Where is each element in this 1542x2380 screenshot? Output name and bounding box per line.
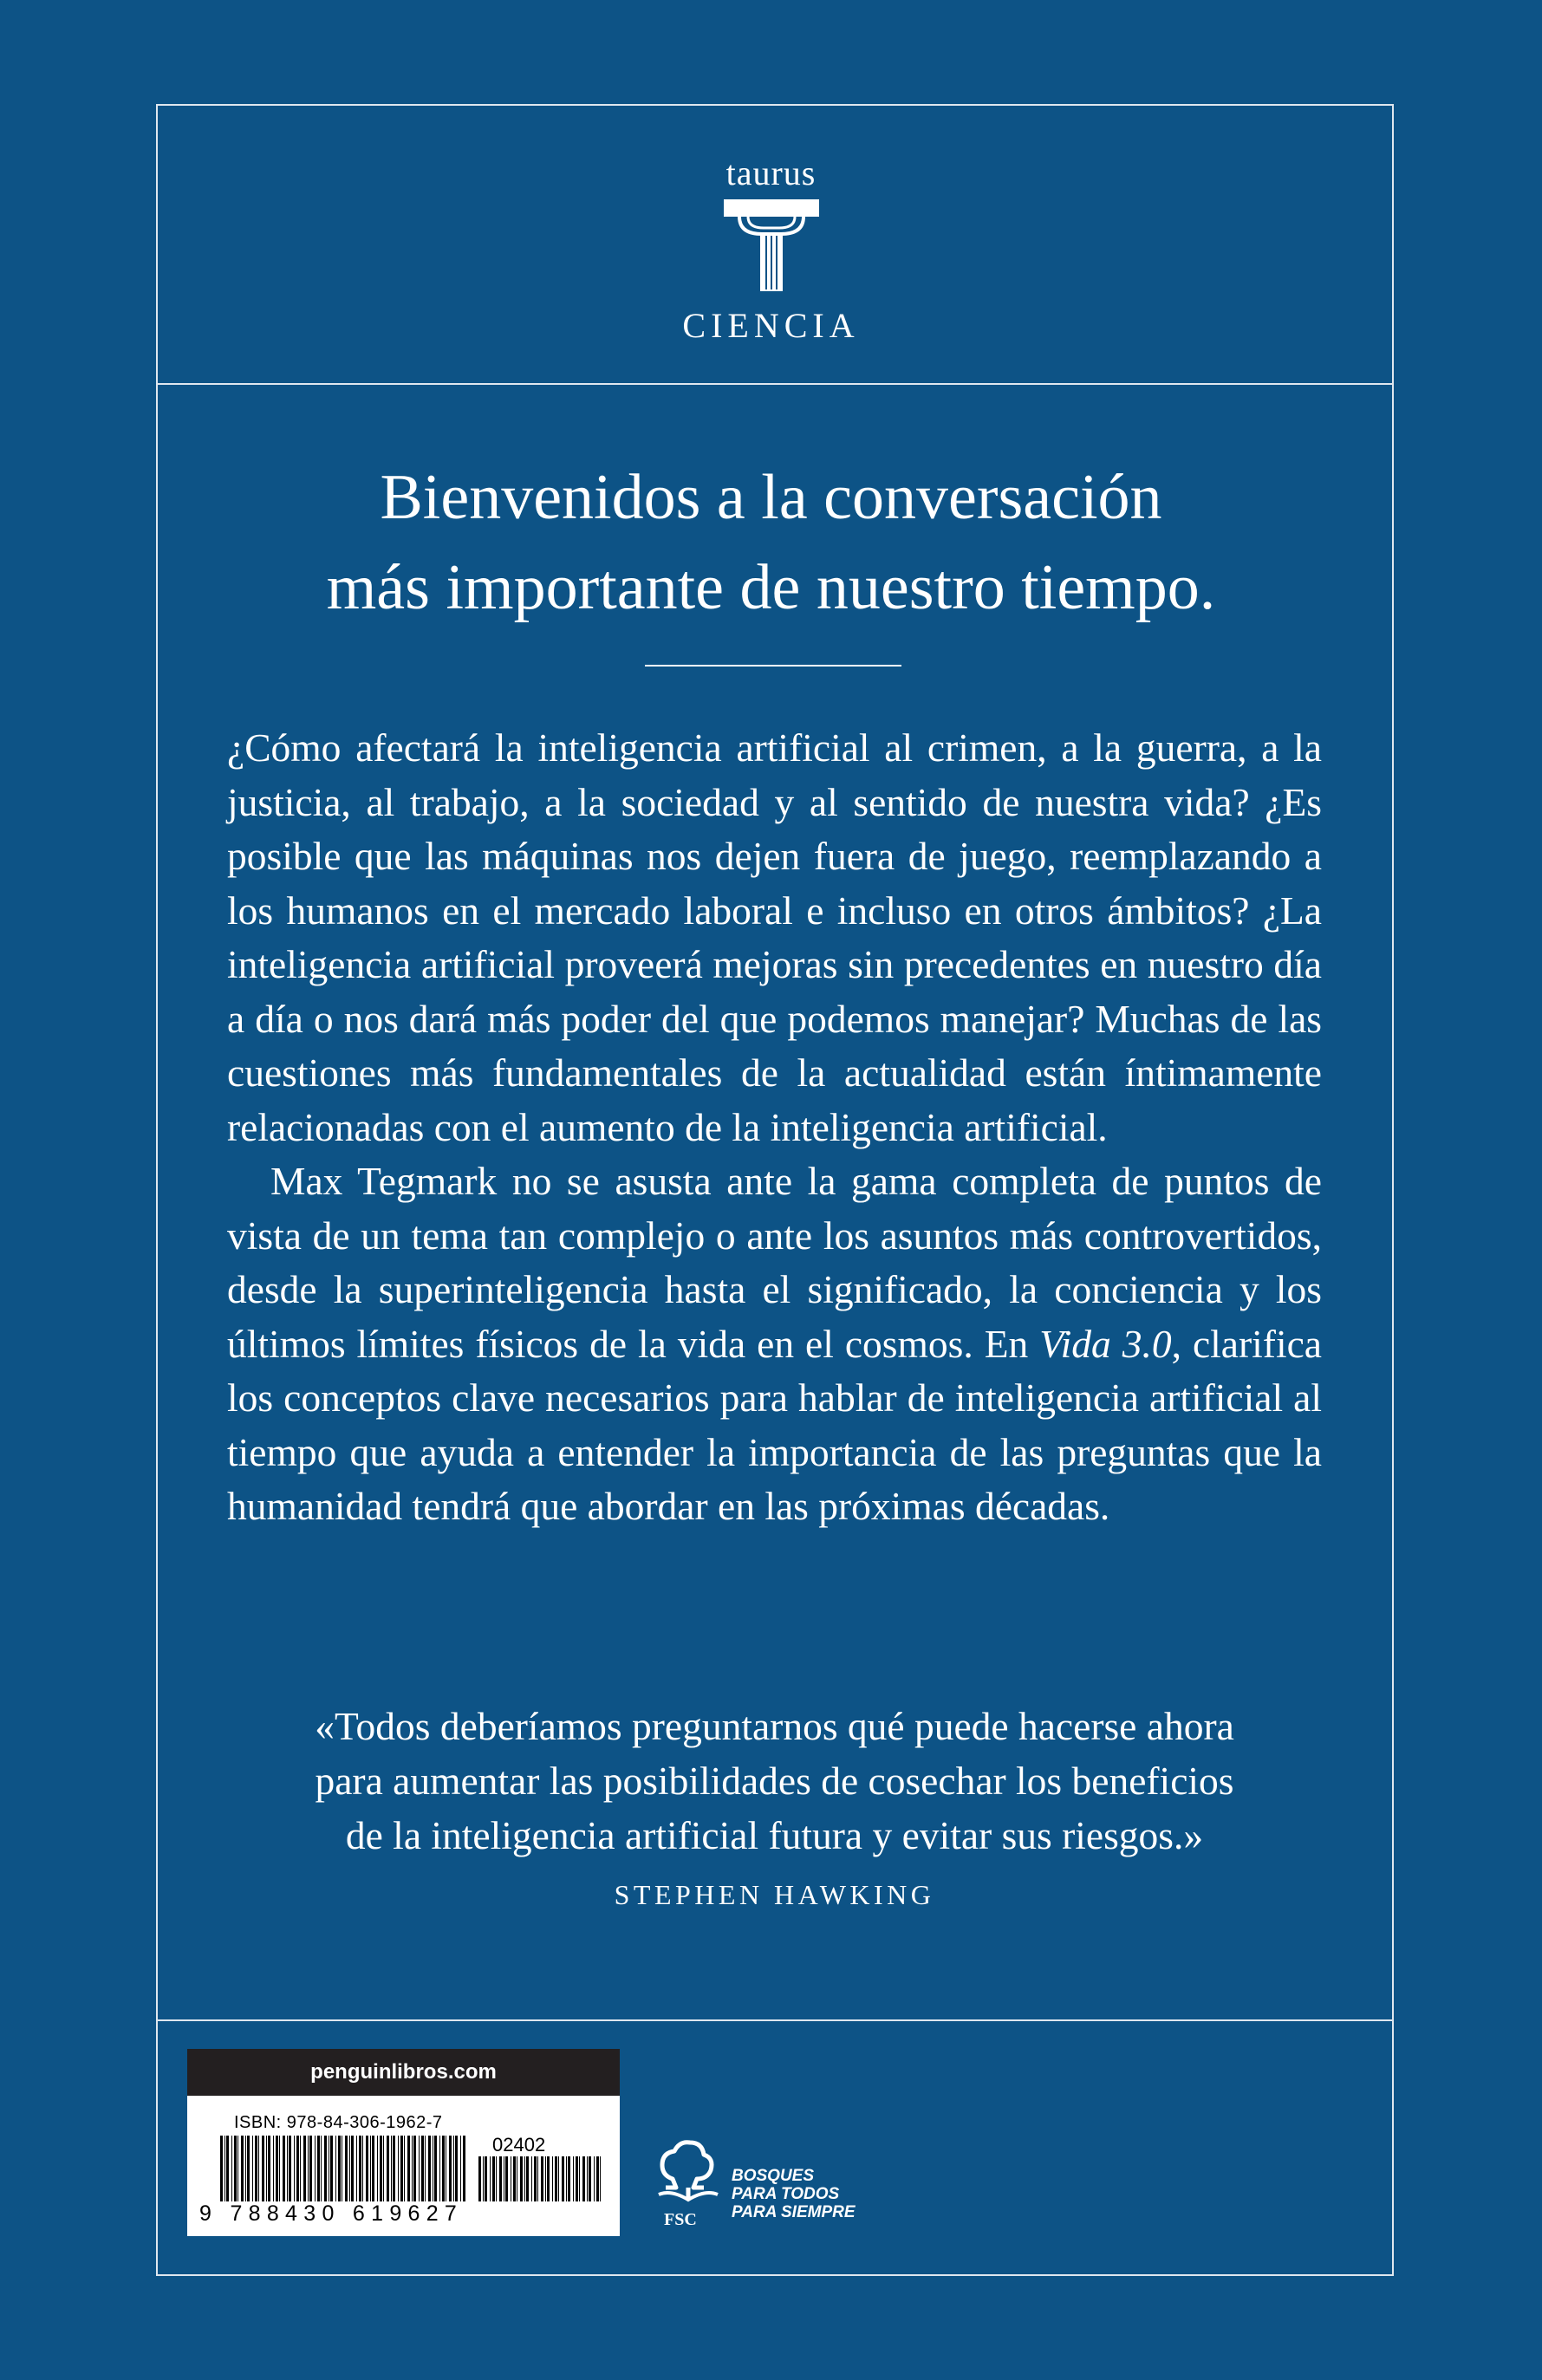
blurb-quote [227, 1699, 1322, 1863]
book-title: Vida 3.0 [1039, 1321, 1172, 1366]
isbn-label: ISBN: 978-84-306-1962-7 [234, 2113, 443, 2132]
quote-line-1: «Todos deberíamos preguntarnos qué puede hacerse ahora [315, 1704, 1234, 1748]
barcode-box [187, 2049, 620, 2236]
blurb [227, 721, 1322, 1534]
fsc-tagline-1: BOSQUES [732, 2167, 815, 2185]
website-label: penguinlibros.com [187, 2049, 620, 2096]
addon-number: 02402 [492, 2134, 546, 2156]
barcode-digits: 9 788430 619627 [199, 2201, 464, 2226]
fsc-tree-icon [654, 2136, 723, 2210]
footer-divider [156, 2019, 1394, 2021]
taurus-t-icon [724, 199, 819, 293]
quote-line-2: para aumentar las posibilidades de cosechar los beneficios [315, 1759, 1234, 1803]
imprint-name: CIENCIA [682, 306, 860, 345]
quote-line-3: de la inteligencia artificial futura y evitar sus riesgos.» [345, 1813, 1204, 1857]
headline-rule [645, 665, 901, 667]
fsc-tagline-3: PARA SIEMPRE [732, 2203, 856, 2221]
headline-line-2: más importante de nuestro tiempo. [326, 552, 1216, 623]
headline-line-1: Bienvenidos a la conversación [380, 462, 1162, 533]
addon-barcode-bars [478, 2156, 605, 2201]
fsc-tagline-2: PARA TODOS [732, 2185, 840, 2203]
headline [173, 452, 1369, 633]
blurb-paragraph-2-end: , clarifica los conceptos clave necesarios para hablar de inteligencia artificial al tiempo que ayuda a entender la importancia de las preguntas que la humanidad tendrá que abordar en las próximas décadas. [227, 1321, 1322, 1528]
barcode-bars [220, 2136, 466, 2201]
fsc-code: FSC [664, 2210, 697, 2229]
publisher-name: taurus [725, 153, 817, 192]
fsc-tagline [732, 2167, 905, 2221]
blurb-paragraph-1: ¿Cómo afectará la inteligencia artificial al crimen, a la guerra, a la justicia, al trabajo, a la sociedad y al sentido de nuestra vida? ¿Es posible que las máquinas nos dejen fuera de juego, reemplazando a los humanos en el mercado laboral e incluso en otros ámbitos? ¿La inteligencia artificial proveerá mejoras sin precedentes en nuestro día a día o nos dará más poder del que podemos manejar? Muchas de las cuestiones más fundamentales de la actualidad están íntimamente relacionadas con el aumento de la inteligencia artificial. [227, 725, 1322, 1149]
blurb-paragraph-2 [227, 1154, 1322, 1534]
publisher-logo [0, 153, 1542, 345]
quote-author: STEPHEN HAWKING [614, 1879, 935, 1910]
blurb-paragraph-2-start: Max Tegmark no se asusta ante la gama completa de puntos de vista de un tema tan complejo o ante los asuntos más controvertidos, desde la superinteligencia hasta el significado, la conciencia y los últimos límites físicos de la vida en el cosmos. En [227, 1159, 1322, 1366]
header-divider [156, 383, 1394, 385]
